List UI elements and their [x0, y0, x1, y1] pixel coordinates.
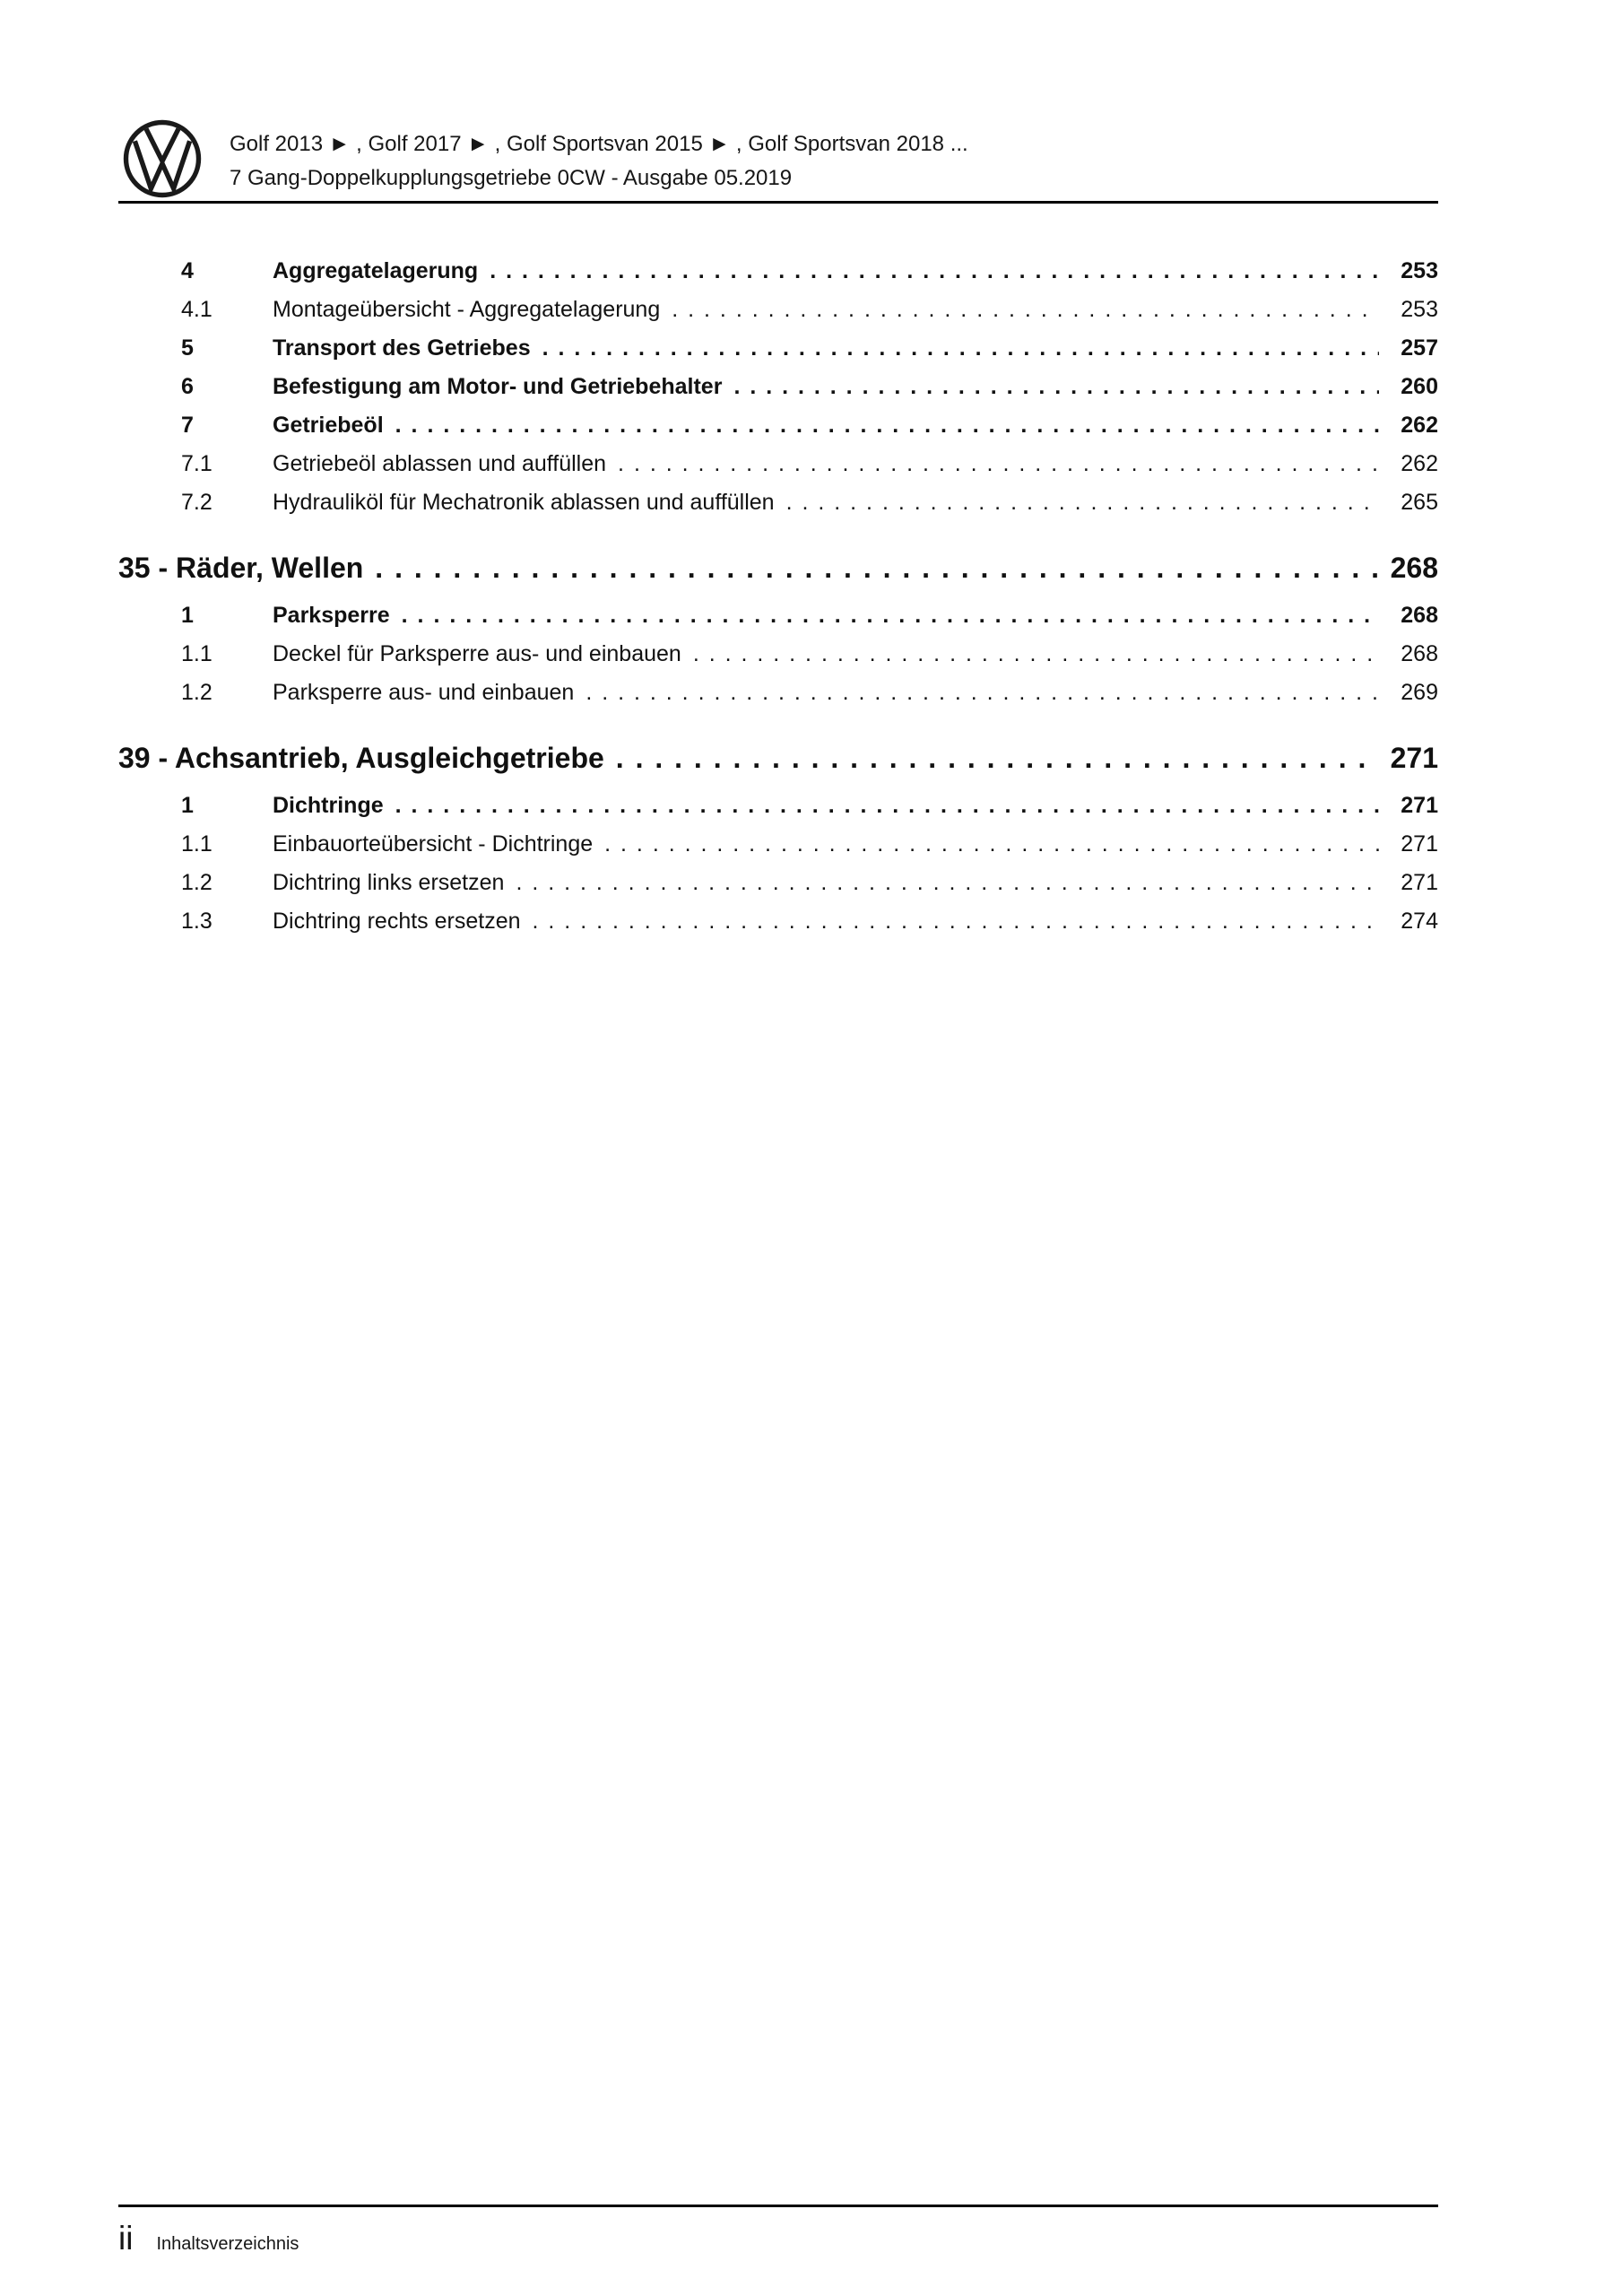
entry-title: Parksperre aus- und einbauen [273, 680, 575, 705]
entry-number: 1.1 [181, 641, 213, 666]
chapter-label: 39 - Achsantrieb, Ausgleichgetriebe [118, 742, 604, 774]
entry-title: Befestigung am Motor- und Getriebehalter [273, 374, 723, 399]
entry-number: 1.3 [181, 909, 213, 934]
toc-entry [118, 864, 1438, 902]
entry-number: 4 [181, 258, 194, 283]
dot-leader [533, 902, 1379, 941]
entry-number: 1 [181, 793, 194, 818]
toc-entry [118, 596, 1438, 635]
dot-leader [542, 329, 1379, 368]
entry-title: Getriebeöl ablassen und auffüllen [273, 451, 607, 476]
entry-title: Parksperre [273, 603, 390, 628]
header-rule [118, 201, 1438, 204]
header-models-line: Golf 2013 ► , Golf 2017 ► , Golf Sportsvan 2015 ► , Golf Sportsvan 2018 ... [230, 132, 968, 156]
dot-leader [395, 787, 1379, 825]
toc-entry [118, 329, 1438, 368]
dot-leader [402, 596, 1379, 635]
entry-page-number: 262 [1401, 451, 1438, 476]
footer-doc-title: Inhaltsverzeichnis [156, 2234, 299, 2254]
dot-leader [490, 252, 1379, 291]
entry-number: 5 [181, 335, 194, 361]
header-edition-line: 7 Gang-Doppelkupplungsgetriebe 0CW - Ausgabe 05.2019 [230, 166, 793, 190]
entry-number: 4.1 [181, 297, 213, 322]
toc-chapter-heading [118, 735, 1438, 780]
dot-leader [618, 445, 1379, 483]
toc-entry [118, 252, 1438, 291]
dot-leader [395, 406, 1379, 445]
entry-number: 6 [181, 374, 194, 399]
chapter-page-number: 271 [1390, 742, 1438, 774]
toc-entry [118, 445, 1438, 483]
dot-leader [616, 735, 1379, 780]
toc-entry [118, 406, 1438, 445]
entry-page-number: 257 [1401, 335, 1438, 361]
entry-page-number: 260 [1401, 374, 1438, 399]
entry-page-number: 268 [1401, 641, 1438, 666]
toc-entry [118, 291, 1438, 329]
entry-page-number: 271 [1401, 831, 1438, 857]
entry-number: 7.1 [181, 451, 213, 476]
entry-page-number: 253 [1401, 297, 1438, 322]
page-header [118, 117, 1438, 203]
toc-entry [118, 787, 1438, 825]
entry-title: Montageübersicht - Aggregatelagerung [273, 297, 661, 322]
toc-entry [118, 483, 1438, 522]
entry-title: Transport des Getriebes [273, 335, 531, 361]
toc-entry [118, 368, 1438, 406]
chapter-page-number: 268 [1390, 552, 1438, 584]
dot-leader [516, 864, 1379, 902]
entry-page-number: 271 [1401, 870, 1438, 895]
toc-entry [118, 825, 1438, 864]
entry-title: Getriebeöl [273, 413, 384, 438]
footer-page-label: ii [118, 2220, 134, 2257]
dot-leader [786, 483, 1379, 522]
toc-entry [118, 902, 1438, 941]
entry-page-number: 262 [1401, 413, 1438, 438]
toc-entry [118, 635, 1438, 674]
entry-title: Hydrauliköl für Mechatronik ablassen und auffüllen [273, 490, 775, 515]
entry-number: 1.2 [181, 680, 213, 705]
toc-entry [118, 674, 1438, 712]
entry-title: Deckel für Parksperre aus- und einbauen [273, 641, 681, 666]
entry-title: Dichtring links ersetzen [273, 870, 505, 895]
chapter-label: 35 - Räder, Wellen [118, 552, 364, 584]
dot-leader [375, 545, 1379, 590]
entry-number: 7.2 [181, 490, 213, 515]
page-footer [118, 2205, 1438, 2257]
entry-title: Einbauorteübersicht - Dichtringe [273, 831, 594, 857]
entry-page-number: 271 [1401, 793, 1438, 818]
entry-number: 1.1 [181, 831, 213, 857]
entry-page-number: 269 [1401, 680, 1438, 705]
entry-title: Dichtring rechts ersetzen [273, 909, 521, 934]
entry-page-number: 265 [1401, 490, 1438, 515]
entry-number: 1 [181, 603, 194, 628]
entry-page-number: 268 [1401, 603, 1438, 628]
dot-leader [672, 291, 1379, 329]
entry-number: 1.2 [181, 870, 213, 895]
entry-page-number: 253 [1401, 258, 1438, 283]
dot-leader [733, 368, 1379, 406]
entry-title: Aggregatelagerung [273, 258, 479, 283]
dot-leader [585, 674, 1379, 712]
entry-title: Dichtringe [273, 793, 384, 818]
toc [118, 252, 1438, 941]
header-text-block [230, 117, 1438, 196]
entry-number: 7 [181, 413, 194, 438]
dot-leader [693, 635, 1379, 674]
entry-page-number: 274 [1401, 909, 1438, 934]
dot-leader [604, 825, 1379, 864]
toc-chapter-heading [118, 545, 1438, 590]
vw-logo-icon [122, 118, 203, 199]
